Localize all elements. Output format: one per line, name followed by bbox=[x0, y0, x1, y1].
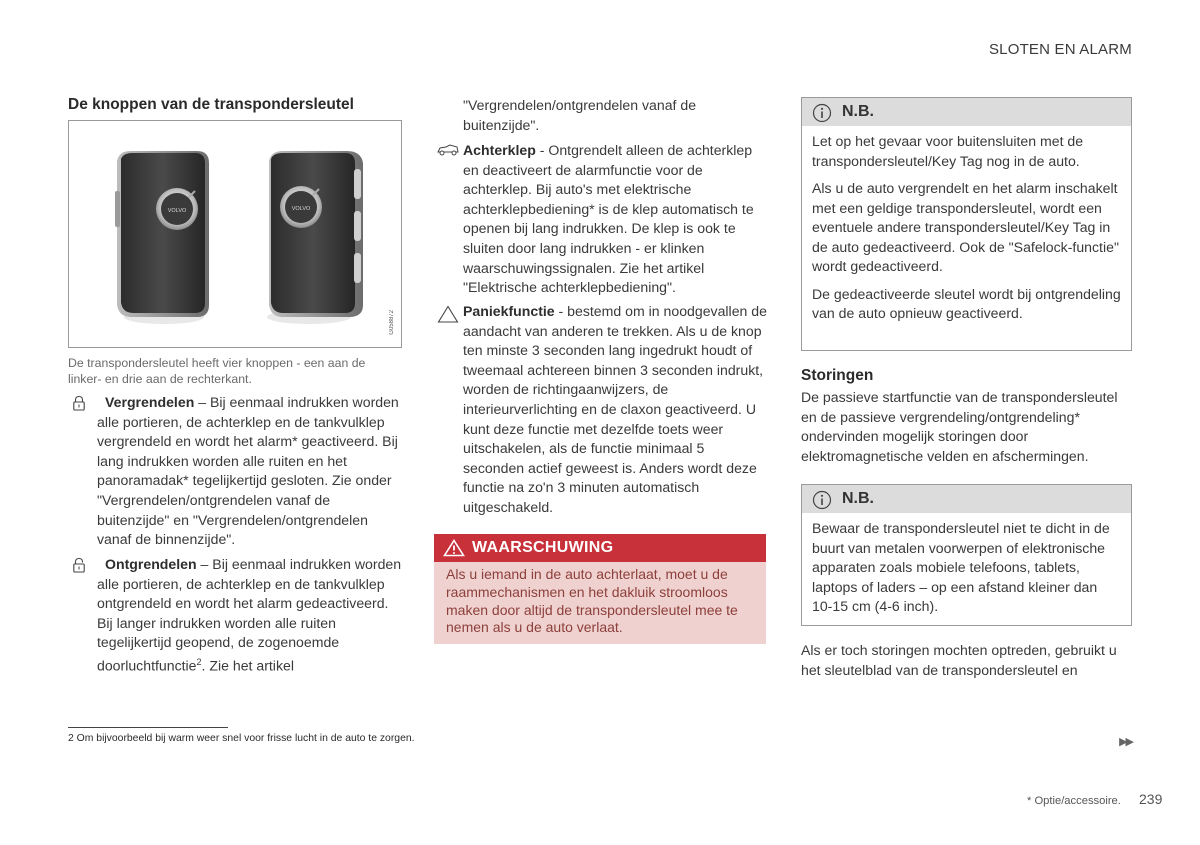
padlock-open-icon bbox=[72, 557, 86, 573]
note-title: N.B. bbox=[842, 103, 874, 120]
footnote-ref: 2 bbox=[196, 656, 202, 667]
warning-triangle-icon bbox=[437, 305, 459, 323]
figure-caption: De transpondersleutel heeft vier knoppen - een aan de linker- en drie aan de rechterkant. bbox=[68, 356, 366, 386]
warning-triangle-icon bbox=[443, 539, 465, 557]
page-number: 239 bbox=[1139, 791, 1163, 807]
lock-button-description bbox=[68, 393, 402, 550]
tailgate-label: Achterklep bbox=[463, 142, 536, 158]
figure-code: G058872 bbox=[389, 310, 395, 335]
unlock-text: – Bij eenmaal indrukken worden alle portieren, de achterklep en de tankvulklep ontgrendeld en wordt het alarm gedeactiveerd. Bij langer indrukken worden alle ruiten tegelijkertijd geopend, de zogenoemde doorluchtfunctie bbox=[97, 556, 402, 674]
tailgate-text: - Ontgrendelt alleen de achterklep en deactiveert de alarmfunctie voor de achterklep. Bij auto's met elektrische achterklepbediening* is de klep automatisch te openen bij lang indrukken. De klep is ook te sluiten door lang indrukken - er klinken waarschuwingssignalen. Zie het artikel "Elektrische achterklepbediening". bbox=[463, 142, 754, 296]
unlock-button-description bbox=[68, 555, 402, 676]
unlock-text-end: . Zie het artikel bbox=[201, 657, 294, 674]
svg-text:VOLVO: VOLVO bbox=[291, 206, 311, 212]
warning-header bbox=[434, 534, 766, 562]
note-paragraph: De gedeactiveerde sleutel wordt bij ontgrendeling van de auto opnieuw geactiveerd. bbox=[812, 285, 1121, 321]
note-header bbox=[802, 485, 1131, 513]
note-paragraph: Als u de auto vergrendelt en het alarm inschakelt met een geldige transpondersleutel, wordt een eventuele andere transpondersleutel/Key Tag in de auto gedeactiveerd. Ook de "Safelock-functie" wordt gedeactiveerd. bbox=[812, 180, 1119, 274]
warning-title: WAARSCHUWING bbox=[472, 539, 614, 556]
car-tailgate-icon bbox=[437, 144, 459, 156]
continuation-text: "Vergrendelen/ontgrendelen vanaf de buitenzijde". bbox=[463, 97, 697, 133]
note-box-interference bbox=[801, 484, 1132, 626]
svg-text:VOLVO: VOLVO bbox=[167, 208, 187, 214]
padlock-closed-icon bbox=[72, 395, 86, 411]
accessory-note: * Optie/accessoire. bbox=[1027, 795, 1121, 807]
note-box-lockout bbox=[801, 97, 1132, 351]
panic-label: Paniekfunctie bbox=[463, 303, 555, 319]
section-title: De knoppen van de transpondersleutel bbox=[68, 96, 354, 113]
footnote: 2 Om bijvoorbeeld bij warm weer snel voor frisse lucht in de auto te zorgen. bbox=[68, 733, 415, 744]
final-paragraph: Als er toch storingen mochten optreden, gebruikt u het sleutelblad van de transpondersleutel en bbox=[801, 642, 1117, 678]
footnote-divider bbox=[68, 727, 228, 728]
info-circle-icon bbox=[812, 490, 832, 510]
note-paragraph: Bewaar de transpondersleutel niet te dicht in de buurt van metalen voorwerpen of elektronische apparaten zoals mobiele telefoons, tablets, laptops of laders – op een afstand kleiner dan 10-15 cm (4-6 inch). bbox=[812, 520, 1110, 614]
tailgate-button-description bbox=[437, 141, 767, 298]
key-fob-figure bbox=[68, 120, 402, 348]
double-arrow-right-icon: ▶▶ bbox=[1119, 736, 1132, 748]
section-header: SLOTEN EN ALARM bbox=[988, 41, 1132, 58]
note-paragraph: Let op het gevaar voor buitensluiten met de transpondersleutel/Key Tag nog in de auto. bbox=[812, 133, 1084, 169]
key-fob-illustration bbox=[69, 121, 402, 348]
panic-button-description bbox=[437, 302, 767, 518]
storingen-title: Storingen bbox=[801, 367, 874, 384]
unlock-label: Ontgrendelen bbox=[105, 556, 197, 572]
warning-box bbox=[434, 534, 766, 644]
note-header bbox=[802, 98, 1131, 126]
storingen-text: De passieve startfunctie van de transpondersleutel en de passieve vergrendeling/ontgrendeling* ondervinden mogelijk storingen door elektromagnetische velden en afschermingen. bbox=[801, 389, 1118, 464]
lock-label: Vergrendelen bbox=[105, 394, 195, 410]
info-circle-icon bbox=[812, 103, 832, 123]
column-left bbox=[68, 96, 402, 674]
column-middle bbox=[437, 96, 767, 515]
panic-text: - bestemd om in noodgevallen de aandacht van anderen te trekken. Als u de knop ten minste 3 seconden lang ingedrukt houdt of tweemaal achtereen binnen 3 seconden indrukt, worden de richtingaanwijzers, de interieurverlichting en de claxon geactiveerd. U kunt deze functie met dezelfde toets weer uitschakelen, als de functie minimaal 5 seconden actief geweest is. Anders wordt deze functie na zo'n 3 minuten automatisch uitgeschakeld. bbox=[463, 303, 767, 515]
warning-text: Als u iemand in de auto achterlaat, moet u de raammechanismen en het dakluik stroomloos maken door altijd de transpondersleutel mee te nemen als u de auto verlaat. bbox=[434, 562, 766, 644]
note-title: N.B. bbox=[842, 490, 874, 507]
lock-text: – Bij eenmaal indrukken worden alle portieren, de achterklep en de tankvulklep vergrendeld en wordt het alarm* geactiveerd. Bij lang indrukken worden alle ruiten en het panoramadak* tegelijkertijd gesloten. Zie onder "Vergrendelen/ontgrendelen vanaf de buitenzijde" en "Vergrendelen/ontgrendelen vanaf de binnenzijde". bbox=[97, 394, 399, 548]
